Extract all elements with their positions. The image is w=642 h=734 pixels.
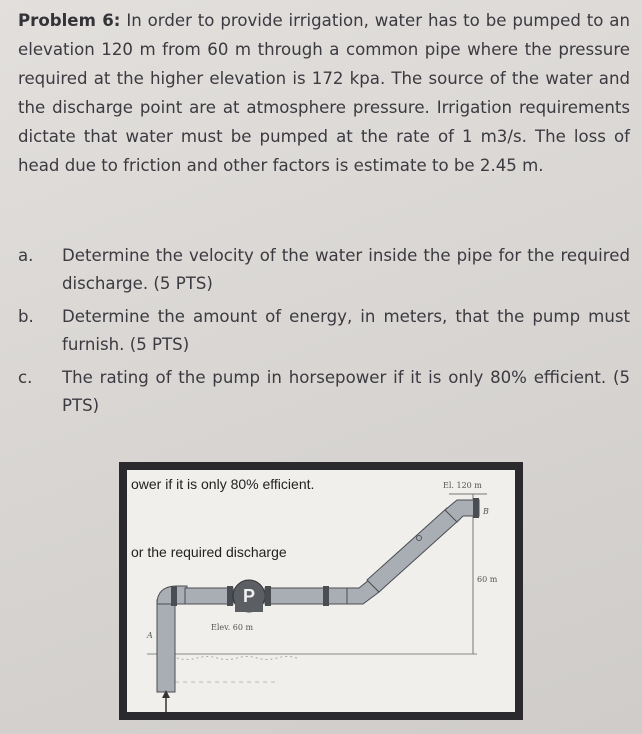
elevation-top-label: El. 120 m [443, 481, 482, 490]
discharge-flange-1 [265, 586, 271, 606]
question-text: Determine the velocity of the water inside the pipe for the required discharge. (5 PTS) [62, 246, 630, 293]
discharge-flange-2 [323, 586, 329, 606]
point-b-label: B [483, 507, 489, 516]
problem-body: In order to provide irrigation, water has to be pumped to an elevation 120 m from 60 m through a common pipe where the pressure required at the higher elevation is 172 kpa. The source of the water and the discharge point are at atmosphere pressure. Irrigation requirements dictate that water must be pumped at the rate of 1 m3/s. The loss of head due to friction and other factors is estimate to be 2.45 m. [18, 11, 630, 175]
question-letter: a. [18, 246, 34, 265]
intake-flange [171, 586, 177, 606]
problem-statement [18, 6, 630, 180]
water-surface [157, 657, 297, 660]
suction-pipe [185, 588, 233, 604]
height-label: 60 m [477, 575, 498, 584]
question-letter: c. [18, 368, 33, 387]
point-a-label: A [147, 631, 153, 640]
question-item [18, 364, 630, 420]
question-item [18, 242, 630, 298]
elevation-bottom-label: Elev. 60 m [211, 623, 254, 632]
pump-label: P [242, 586, 256, 606]
figure-overlay-text-mid: or the required discharge [131, 544, 287, 560]
discharge-pipe [265, 588, 349, 604]
question-list [18, 242, 630, 425]
question-letter: b. [18, 307, 34, 326]
pump-diagram [119, 462, 523, 720]
question-text: The rating of the pump in horsepower if it is only 80% efficient. (5 PTS) [62, 368, 630, 415]
problem-heading: Problem 6: [18, 11, 121, 30]
question-item [18, 303, 630, 359]
suction-flange [227, 586, 233, 606]
intake-pipe [157, 600, 175, 692]
pipe-system-drawing [127, 470, 515, 712]
question-text: Determine the amount of energy, in meters, that the pump must furnish. (5 PTS) [62, 307, 630, 354]
figure-overlay-text-top: ower if it is only 80% efficient. [131, 476, 315, 492]
inclined-pipe [367, 508, 459, 592]
outlet-flange [473, 498, 479, 518]
